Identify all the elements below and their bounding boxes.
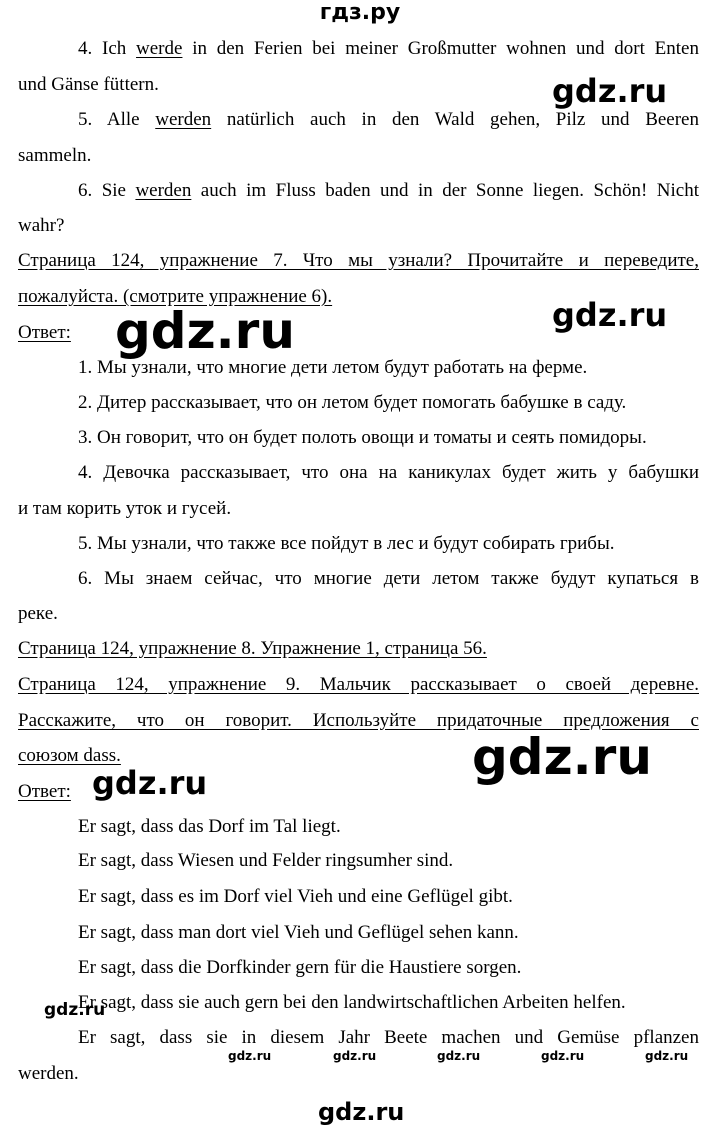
exercise-heading: пожалуйста. (смотрите упражнение 6).	[18, 286, 333, 307]
text-line: 2. Дитер рассказывает, что он летом будет помогать бабушке в саду.	[78, 392, 627, 413]
text-line: Er sagt, dass das Dorf im Tal liegt.	[78, 816, 341, 837]
answer-label: Ответ:	[18, 781, 71, 802]
text-line: Er sagt, dass sie in diesem Jahr Beete machen und Gemüse pflanzen	[78, 1027, 699, 1048]
exercise-heading: Страница 124, упражнение 7. Что мы узнали? Прочитайте и переведите,	[18, 250, 699, 271]
answer-label: Ответ:	[18, 322, 71, 343]
text-line: 6. Мы знаем сейчас, что многие дети летом также будут купаться в	[78, 568, 699, 589]
text-line: und Gänse füttern.	[18, 74, 159, 95]
text-line: werden.	[18, 1063, 79, 1084]
watermark: gdz.ru	[228, 1049, 272, 1063]
watermark: gdz.ru	[552, 296, 668, 334]
exercise-heading: союзом dass.	[18, 745, 121, 766]
exercise-heading: Расскажите, что он говорит. Используйте придаточные предложения с	[18, 710, 699, 731]
watermark: gdz.ru	[92, 764, 208, 802]
text-line: 6. Sie werden auch im Fluss baden und in der Sonne liegen. Schön! Nicht	[78, 180, 699, 201]
watermark: gdz.ru	[115, 302, 295, 360]
text-line: 5. Alle werden natürlich auch in den Wald gehen, Pilz und Beeren	[78, 109, 699, 130]
text-line: sammeln.	[18, 145, 92, 166]
text-line: Er sagt, dass Wiesen und Felder ringsumher sind.	[78, 850, 454, 871]
watermark: gdz.ru	[318, 1098, 405, 1126]
text-line: 1. Мы узнали, что многие дети летом будут работать на ферме.	[78, 357, 588, 378]
watermark: gdz.ru	[472, 728, 652, 786]
watermark: gdz.ru	[44, 1000, 106, 1020]
watermark: gdz.ru	[333, 1049, 377, 1063]
site-header: гдз.ру	[319, 0, 401, 25]
text-line: Er sagt, dass die Dorfkinder gern für die Haustiere sorgen.	[78, 957, 522, 978]
text-line: wahr?	[18, 215, 65, 236]
text-line: Er sagt, dass sie auch gern bei den landwirtschaftlichen Arbeiten helfen.	[78, 992, 626, 1013]
text-line: 4. Ich werde in den Ferien bei meiner Großmutter wohnen und dort Enten	[78, 38, 699, 59]
text-line: Er sagt, dass man dort viel Vieh und Geflügel sehen kann.	[78, 922, 519, 943]
text-line: реке.	[18, 603, 58, 624]
text-line: Er sagt, dass es im Dorf viel Vieh und eine Geflügel gibt.	[78, 886, 513, 907]
text-line: и там корить уток и гусей.	[18, 498, 232, 519]
exercise-heading: Страница 124, упражнение 8. Упражнение 1, страница 56.	[18, 638, 487, 659]
text-line: 3. Он говорит, что он будет полоть овощи и томаты и сеять помидоры.	[78, 427, 647, 448]
watermark: gdz.ru	[541, 1049, 585, 1063]
watermark: gdz.ru	[437, 1049, 481, 1063]
watermark: gdz.ru	[552, 72, 668, 110]
watermark: gdz.ru	[645, 1049, 689, 1063]
exercise-heading: Страница 124, упражнение 9. Мальчик рассказывает о своей деревне.	[18, 674, 699, 695]
text-line: 5. Мы узнали, что также все пойдут в лес и будут собирать грибы.	[78, 533, 615, 554]
text-line: 4. Девочка рассказывает, что она на каникулах будет жить у бабушки	[78, 462, 699, 483]
